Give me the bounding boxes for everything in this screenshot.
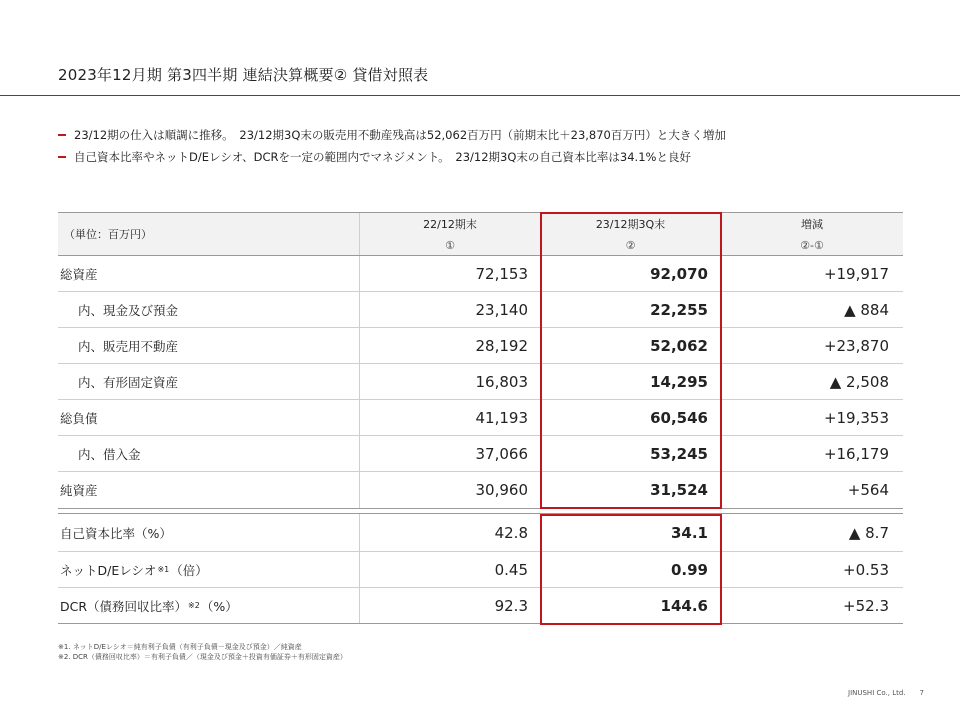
table-row: [58, 292, 903, 328]
footnote-marker: ※1: [157, 565, 170, 574]
bullet-item: [58, 124, 726, 146]
value-current: 60,546: [541, 400, 721, 435]
value-current: 0.99: [541, 552, 721, 587]
title-divider: [0, 95, 960, 96]
row-label: 総資産: [58, 256, 360, 291]
value-change: +19,917: [823, 264, 889, 283]
value-change: ▲ 2,508: [829, 372, 889, 391]
row-label: 内、借入金: [58, 436, 360, 471]
bullet-item: [58, 146, 726, 168]
value-current: 92,070: [541, 256, 721, 291]
value-prev: 72,153: [360, 256, 541, 291]
bullet-text: 自己資本比率やネットD/Eレシオ、DCRを一定の範囲内でマネジメント。 23/12期3Q末の自己資本比率は34.1%と良好: [74, 150, 691, 164]
dash-icon: [58, 156, 66, 158]
ratio-unit: （倍）: [170, 562, 208, 578]
page-title: 2023年12月期 第3四半期 連結決算概要② 貸借対照表: [58, 66, 429, 84]
value-prev: 30,960: [360, 472, 541, 508]
table-row: [58, 328, 903, 364]
ratio-label: ネットD/Eレシオ: [60, 562, 157, 578]
table-row: [58, 552, 903, 588]
row-label: 内、有形固定資産: [58, 364, 360, 399]
header-label: 22/12期末: [423, 218, 477, 231]
header-sub: ①: [445, 239, 455, 252]
value-prev: 28,192: [360, 328, 541, 363]
header-sub: ②: [625, 239, 636, 252]
value-prev: 41,193: [360, 400, 541, 435]
value-change: +52.3: [843, 596, 889, 615]
table-row: [58, 256, 903, 292]
header-prev-year: [360, 213, 541, 255]
value-current: 53,245: [541, 436, 721, 471]
footnote: ※2. DCR（債務回収比率）＝有利子負債／（現金及び預金＋投資有価証券＋有形固定資産）: [58, 653, 347, 661]
header-sub: ②-①: [800, 239, 824, 252]
value-change: ▲ 8.7: [848, 523, 889, 542]
value-prev: 0.45: [360, 552, 541, 587]
company-name: JINUSHI Co., Ltd.: [848, 689, 906, 697]
row-label: [58, 588, 360, 623]
value-current: 34.1: [541, 514, 721, 551]
row-label: [58, 552, 360, 587]
table-row: [58, 436, 903, 472]
value-current: 14,295: [541, 364, 721, 399]
header-current-q: [541, 213, 721, 255]
footnote: ※1. ネットD/Eレシオ＝純有利子負債（有利子負債－現金及び預金）／純資産: [58, 643, 302, 651]
table-row: [58, 514, 903, 552]
value-current: 144.6: [541, 588, 721, 623]
value-prev: 37,066: [360, 436, 541, 471]
table-row: [58, 364, 903, 400]
header-change: [721, 213, 903, 255]
value-change: +19,353: [823, 408, 889, 427]
table-row: [58, 400, 903, 436]
table-row: [58, 472, 903, 508]
value-prev: 92.3: [360, 588, 541, 623]
value-current: 31,524: [541, 472, 721, 508]
ratio-label: DCR（債務回収比率）: [60, 598, 188, 614]
row-label: 内、販売用不動産: [58, 328, 360, 363]
value-change: +23,870: [823, 336, 889, 355]
page-number: 7: [919, 689, 924, 697]
summary-bullets: [58, 124, 726, 168]
footnotes: [58, 642, 347, 662]
unit-label: （単位：百万円）: [58, 213, 360, 255]
value-prev: 16,803: [360, 364, 541, 399]
footnote-marker: ※2: [188, 601, 200, 610]
value-prev: 23,140: [360, 292, 541, 327]
header-label: 23/12期3Q末: [595, 218, 666, 231]
row-label: 総負債: [58, 400, 360, 435]
row-label: 内、現金及び預金: [58, 292, 360, 327]
bullet-text: 23/12期の仕入は順調に推移。 23/12期3Q末の販売用不動産残高は52,062百万円（前期末比＋23,870百万円）と大きく増加: [74, 128, 726, 142]
value-change: +16,179: [823, 444, 889, 463]
ratio-unit: （%）: [200, 598, 238, 614]
value-current: 22,255: [541, 292, 721, 327]
value-change: +564: [847, 481, 889, 499]
ratio-label: 自己資本比率（%）: [60, 525, 172, 541]
value-prev: 42.8: [360, 514, 541, 551]
dash-icon: [58, 134, 66, 136]
header-label: 増減: [801, 218, 823, 231]
value-change: ▲ 884: [844, 300, 889, 319]
row-label: [58, 514, 360, 551]
value-change: +0.53: [843, 560, 889, 579]
row-label: 純資産: [58, 472, 360, 508]
table-row: [58, 588, 903, 624]
value-current: 52,062: [541, 328, 721, 363]
table-header: [58, 212, 903, 256]
page-footer: [848, 689, 924, 697]
